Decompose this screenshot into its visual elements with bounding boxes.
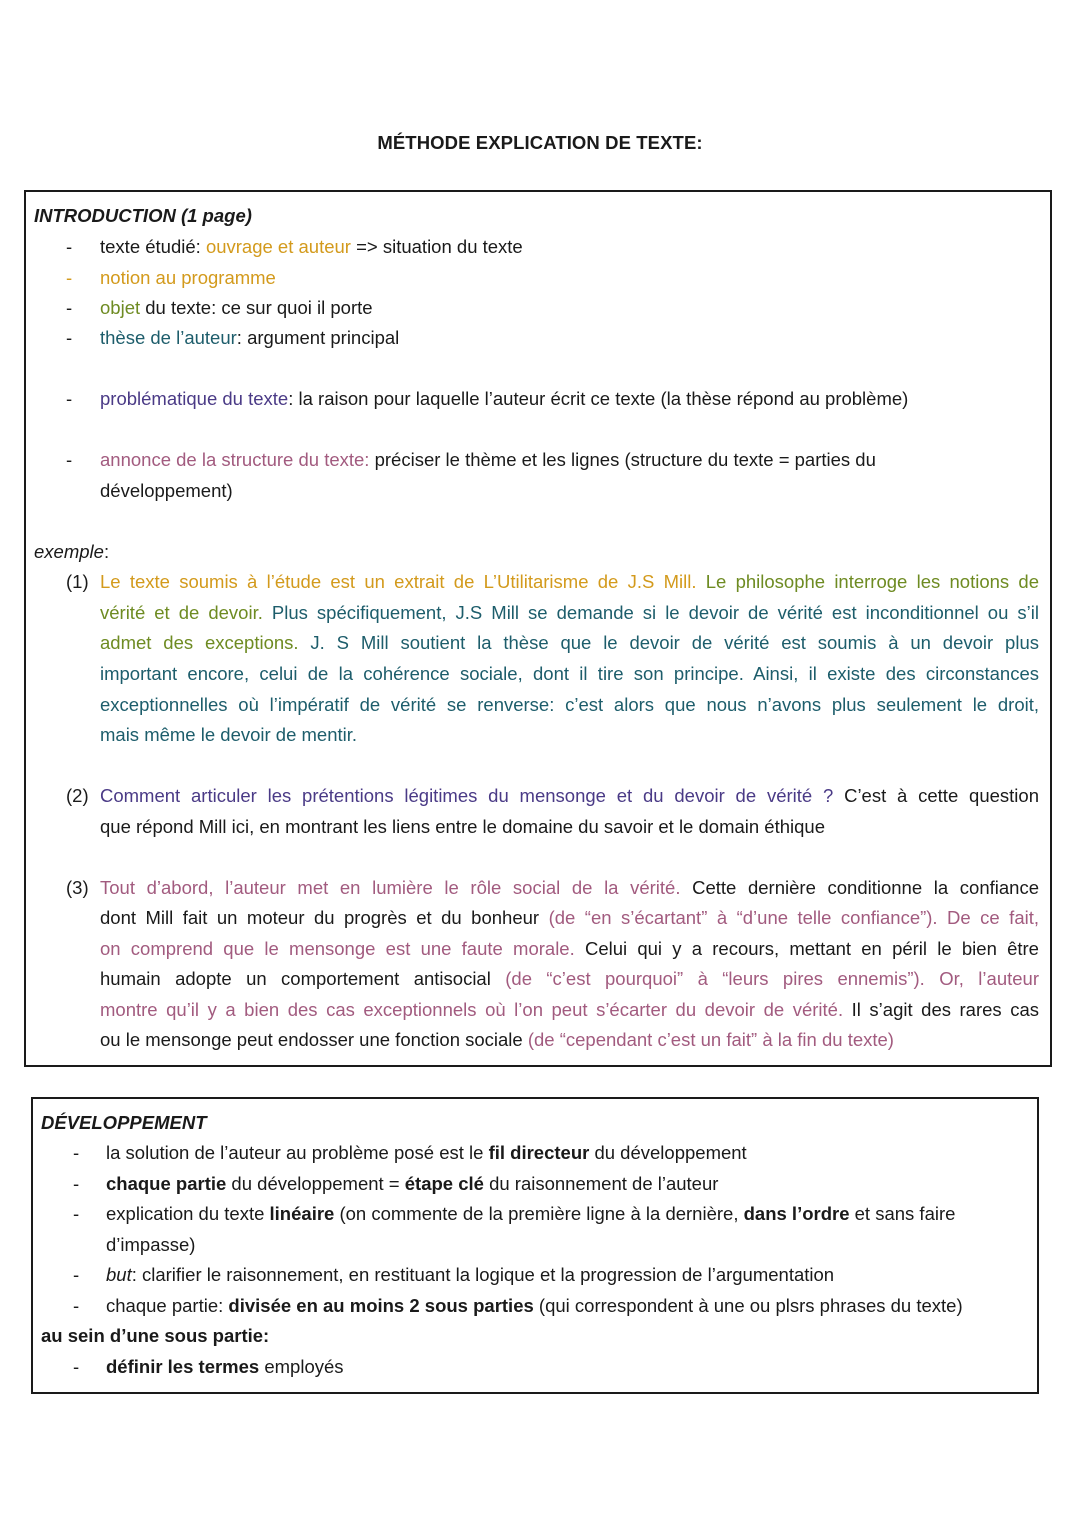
p3-line: Tout d’abord, l’auteur met en lumière le rôle social de la vérité. Cette dernière conditionne la confiance	[100, 877, 1039, 898]
dev-item-2: chaque partie du développement = étape clé du raisonnement de l’auteur	[106, 1173, 719, 1194]
p1-line: mais même le devoir de mentir.	[100, 724, 358, 745]
paragraph-number: (1)	[66, 571, 89, 592]
page-title: MÉTHODE EXPLICATION DE TEXTE:	[377, 132, 703, 153]
bullet-dash: -	[66, 267, 73, 288]
p1-line: exceptionnelles où l’impératif de vérité se renverse: c’est alors que nous n’avons plus seulement le droit,	[100, 694, 1039, 715]
bullet-dash: -	[73, 1203, 80, 1224]
dev-item-5: chaque partie: divisée en au moins 2 sous parties (qui correspondent à une ou plsrs phrases du texte)	[106, 1295, 963, 1316]
paragraph-number: (2)	[66, 785, 89, 806]
intro-item-5: problématique du texte: la raison pour laquelle l’auteur écrit ce texte (la thèse répond au problème)	[100, 388, 909, 409]
intro-item-2: notion au programme	[100, 267, 276, 288]
p2-line: que répond Mill ici, en montrant les liens entre le domaine du savoir et le domain éthique	[100, 816, 825, 837]
intro-item-6-cont: développement)	[100, 480, 233, 501]
p1-line: Le texte soumis à l’étude est un extrait de L’Utilitarisme de J.S Mill. Le philosophe interroge les notions de	[100, 571, 1039, 592]
example-label: exemple:	[34, 541, 110, 562]
p1-line: vérité et de devoir. Plus spécifiquement, J.S Mill se demande si le devoir de vérité est inconditionnel ou s’il	[100, 602, 1039, 623]
bullet-dash: -	[66, 388, 73, 409]
bullet-dash: -	[66, 236, 73, 257]
bullet-dash: -	[73, 1356, 80, 1377]
intro-item-3: objet du texte: ce sur quoi il porte	[100, 297, 373, 318]
introduction-heading: INTRODUCTION (1 page)	[34, 205, 252, 226]
p3-line: ou le mensonge peut endosser une fonction sociale (de “cependant c’est un fait” à la fin du texte)	[100, 1029, 894, 1050]
p3-line: humain adopte un comportement antisocial (de “c’est pourquoi” à “leurs pires ennemis”). Or, l’auteur	[100, 968, 1039, 989]
p3-line: on comprend que le mensonge est une faute morale. Celui qui y a recours, mettant en péril le bien être	[100, 938, 1039, 959]
dev-item-3-cont: d’impasse)	[106, 1234, 196, 1255]
intro-item-4: thèse de l’auteur: argument principal	[100, 327, 400, 348]
bullet-dash: -	[73, 1142, 80, 1163]
dev-item-6: définir les termes employés	[106, 1356, 344, 1377]
bullet-dash: -	[73, 1264, 80, 1285]
developpement-heading: DÉVELOPPEMENT	[41, 1112, 207, 1133]
p2-line: Comment articuler les prétentions légitimes du mensonge et du devoir de vérité ? C’est à cette question	[100, 785, 1039, 806]
bullet-dash: -	[66, 297, 73, 318]
intro-item-6: annonce de la structure du texte: préciser le thème et les lignes (structure du texte = parties du	[100, 449, 876, 470]
p3-line: montre qu’il y a bien des cas exceptionnels où l’on peut s’écarter du devoir de vérité. Il s’agit des rares cas	[100, 999, 1039, 1020]
bullet-dash: -	[73, 1173, 80, 1194]
dev-item-3: explication du texte linéaire (on commente de la première ligne à la dernière, dans l’ordre et sans faire	[106, 1203, 956, 1224]
dev-item-4: but: clarifier le raisonnement, en restituant la logique et la progression de l’argumentation	[106, 1264, 835, 1285]
p1-line: important encore, celui de la cohérence sociale, dont il tire son principe. Ainsi, il existe des circonstances	[100, 663, 1039, 684]
paragraph-number: (3)	[66, 877, 89, 898]
bullet-dash: -	[66, 327, 73, 348]
dev-item-1: la solution de l’auteur au problème posé est le fil directeur du développement	[106, 1142, 747, 1163]
p1-line: admet des exceptions. J. S Mill soutient la thèse que le devoir de vérité est soumis à un devoir plus	[100, 632, 1039, 653]
bullet-dash: -	[73, 1295, 80, 1316]
sub-part-heading: au sein d’une sous partie:	[41, 1325, 270, 1346]
bullet-dash: -	[66, 449, 73, 470]
p3-line: dont Mill fait un moteur du progrès et du bonheur (de “en s’écartant” à “d’une telle confiance”). De ce fait,	[100, 907, 1040, 928]
intro-item-1: texte étudié: ouvrage et auteur => situation du texte	[100, 236, 523, 257]
